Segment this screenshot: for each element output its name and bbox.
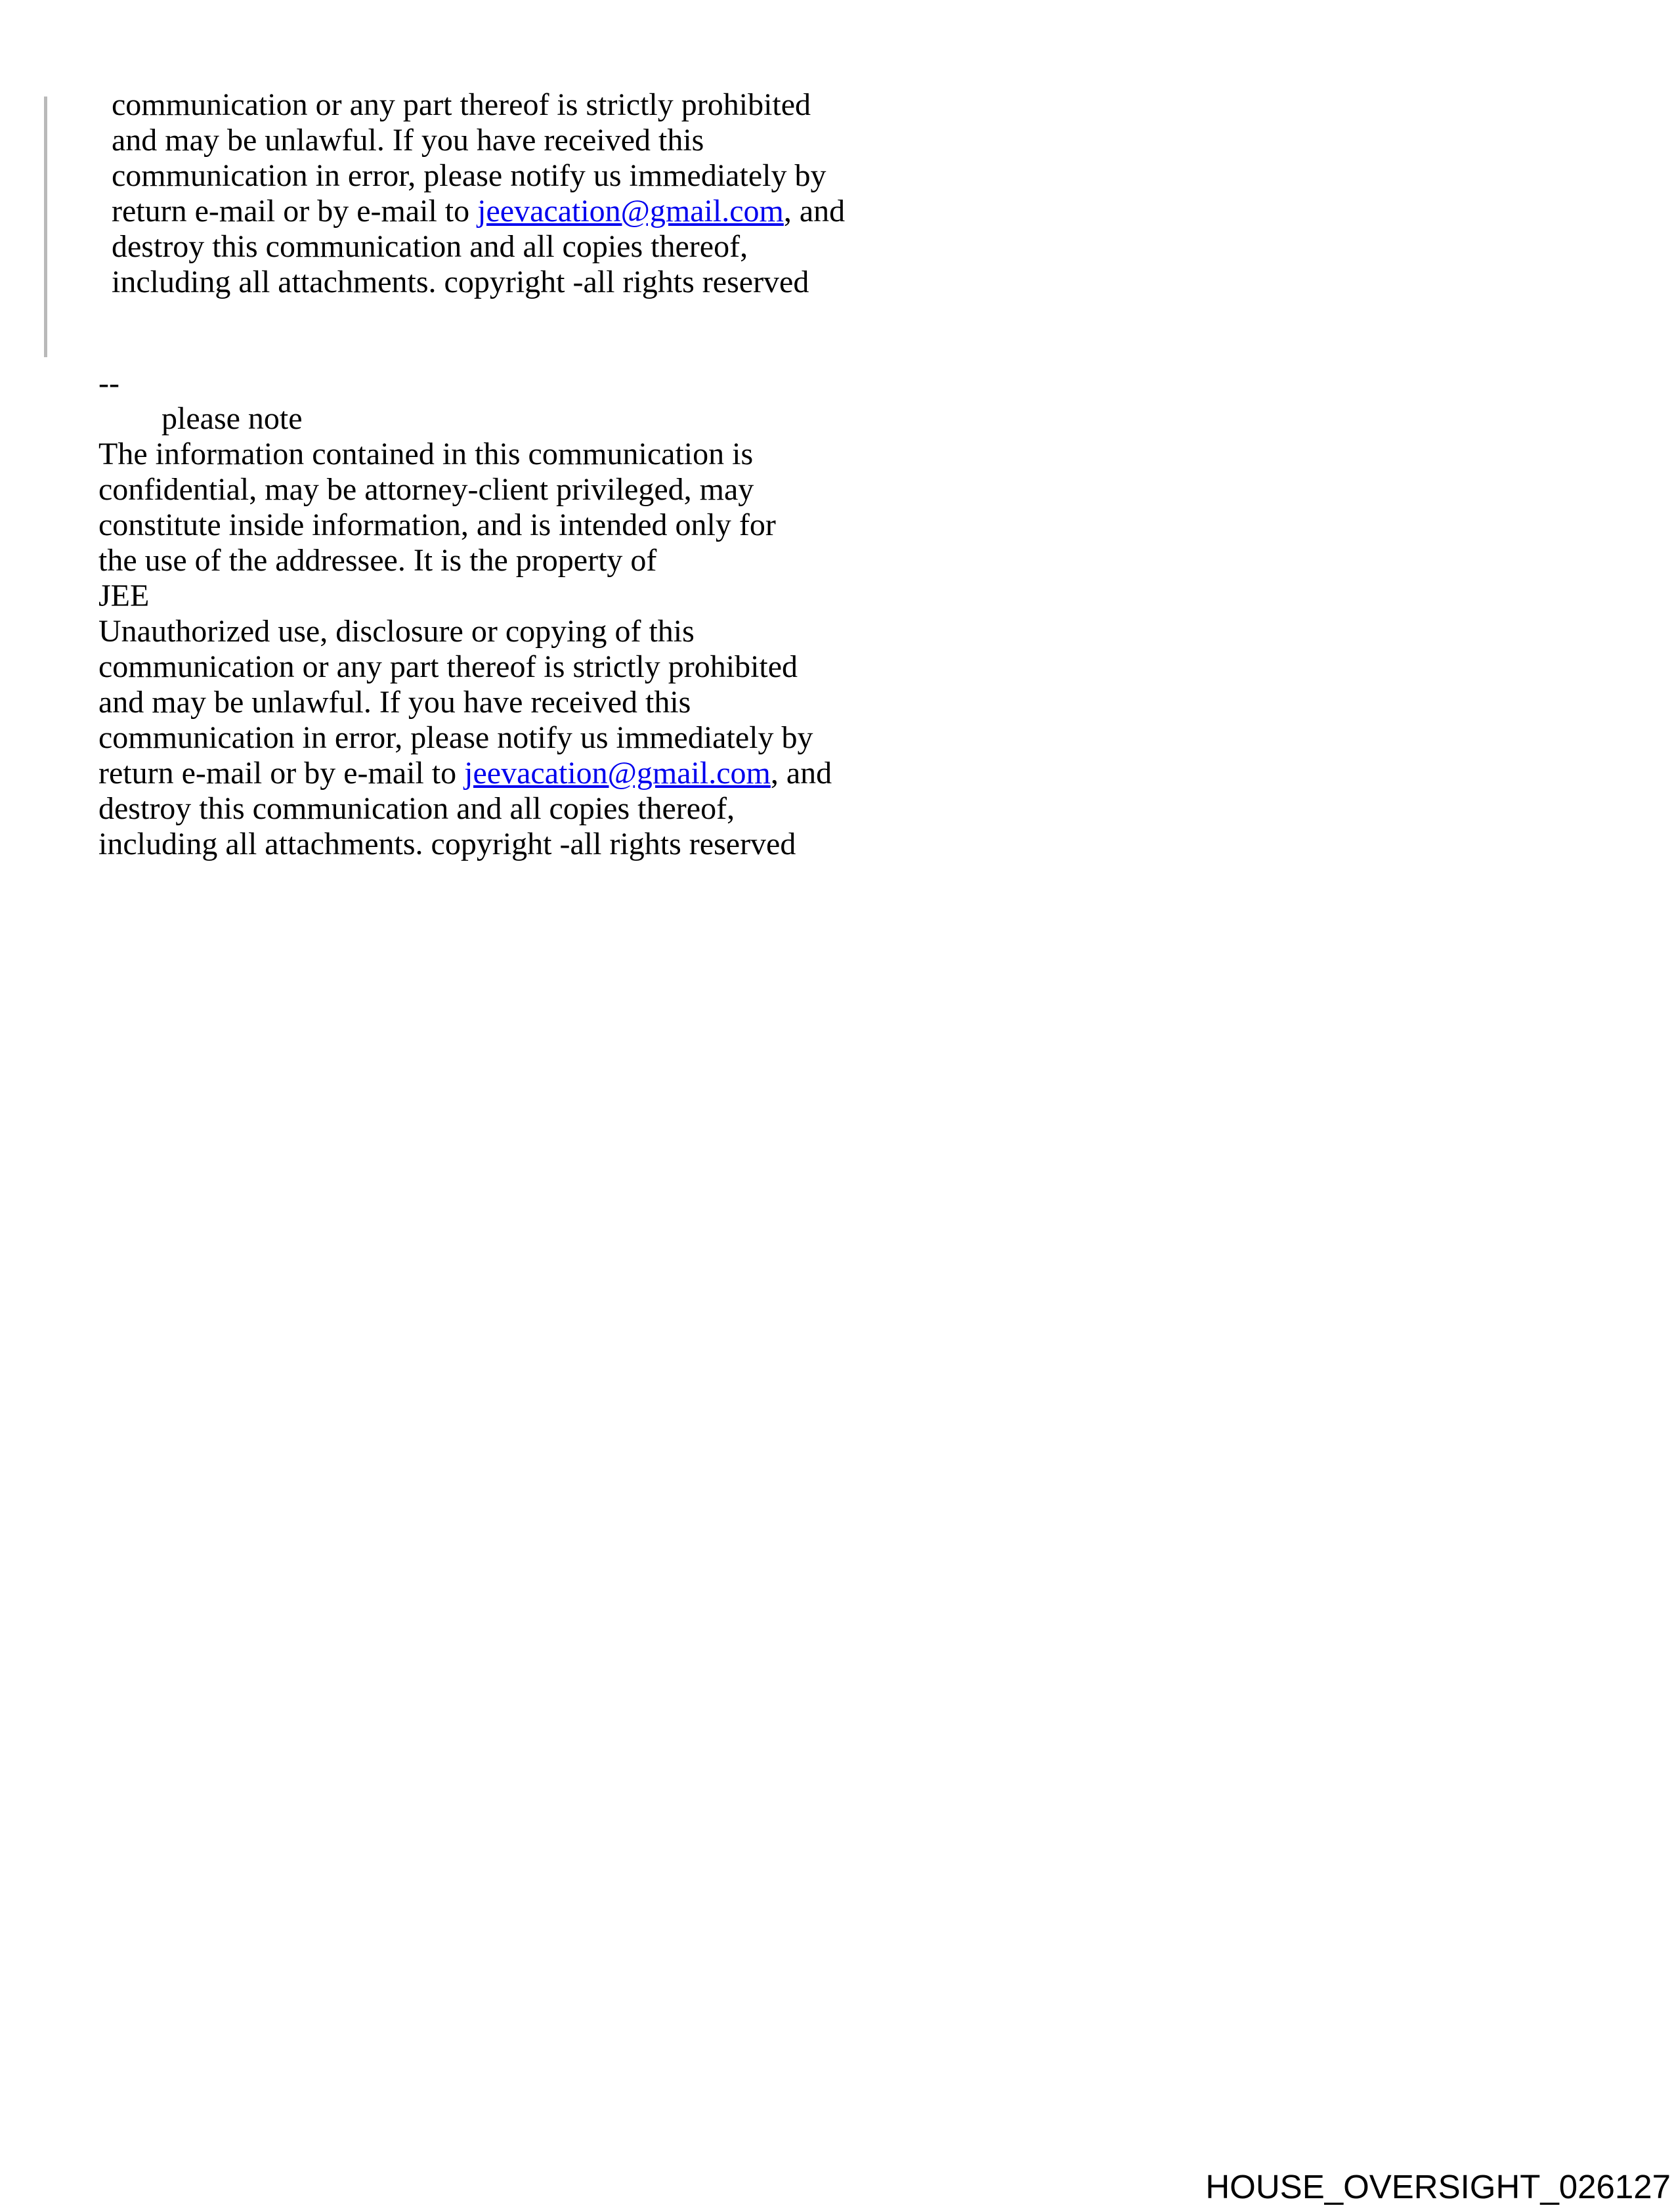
signature-separator: -- bbox=[98, 366, 119, 401]
signature-line: destroy this communication and all copies thereof, bbox=[98, 791, 735, 826]
signature-line: including all attachments. copyright -all rights reserved bbox=[98, 827, 796, 861]
quoted-line: communication in error, please notify us immediately by bbox=[112, 158, 826, 193]
quoted-line-with-link bbox=[112, 194, 845, 229]
quoted-line: including all attachments. copyright -all rights reserved bbox=[112, 265, 809, 299]
link-prefix-text: return e-mail or by e-mail to bbox=[98, 756, 465, 791]
signature-line: The information contained in this communication is bbox=[98, 437, 754, 471]
signature-line: Unauthorized use, disclosure or copying of this bbox=[98, 614, 695, 649]
quote-bar bbox=[44, 97, 47, 357]
link-suffix-text: , and bbox=[783, 194, 846, 228]
please-note-label: please note bbox=[161, 401, 303, 436]
bates-stamp: HOUSE_OVERSIGHT_026127 bbox=[1205, 2168, 1671, 2205]
signature-line: JEE bbox=[98, 578, 150, 613]
quoted-line: communication or any part thereof is strictly prohibited bbox=[112, 87, 811, 122]
signature-line: constitute inside information, and is intended only for bbox=[98, 508, 776, 542]
quoted-line: and may be unlawful. If you have received this bbox=[112, 123, 704, 158]
quoted-line: destroy this communication and all copies thereof, bbox=[112, 229, 748, 264]
link-prefix-text: return e-mail or by e-mail to bbox=[112, 194, 478, 228]
signature-line: and may be unlawful. If you have received this bbox=[98, 685, 691, 720]
signature-disclaimer-block bbox=[98, 366, 832, 862]
email-link[interactable]: jeevacation@gmail.com bbox=[477, 194, 784, 228]
signature-line-with-link bbox=[98, 756, 832, 791]
signature-line: communication in error, please notify us immediately by bbox=[98, 720, 813, 755]
signature-line: the use of the addressee. It is the property of bbox=[98, 543, 657, 578]
signature-line: confidential, may be attorney-client privileged, may bbox=[98, 472, 754, 507]
quoted-disclaimer-block bbox=[112, 87, 845, 300]
signature-line: communication or any part thereof is strictly prohibited bbox=[98, 649, 798, 684]
email-link[interactable]: jeevacation@gmail.com bbox=[464, 756, 771, 791]
link-suffix-text: , and bbox=[770, 756, 832, 791]
